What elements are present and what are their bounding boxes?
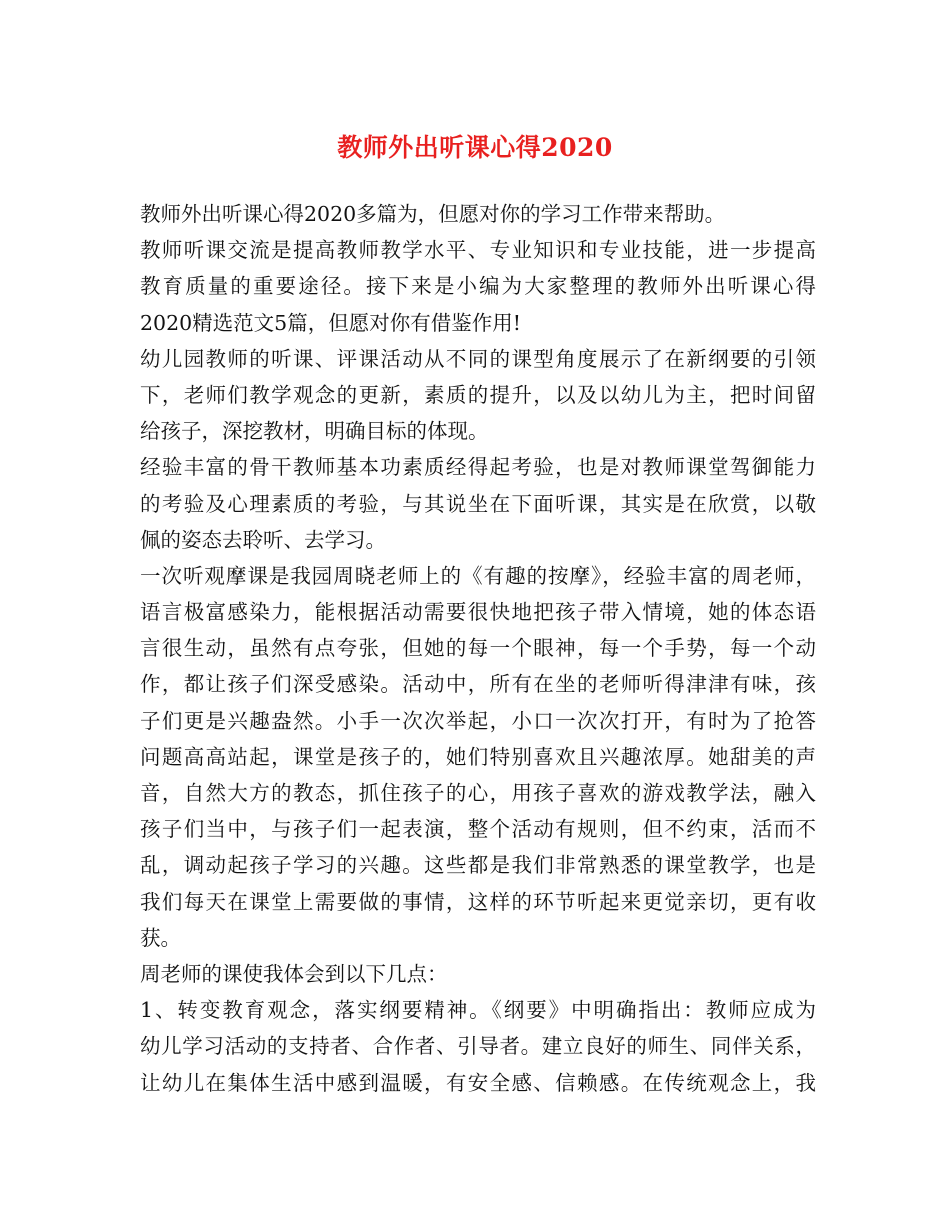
body-line: 1、转变教育观念，落实纲要精神。《纲要》中明确指出：教师应成为 [140, 998, 816, 1023]
body-line: 幼儿园教师的听课、评课活动从不同的课型角度展示了在新纲要的引领 [140, 346, 816, 371]
body-line: 教师听课交流是提高教师教学水平、专业知识和专业技能，进一步提高 [140, 238, 816, 263]
body-line: 教师外出听课心得2020多篇为，但愿对你的学习工作带来帮助。 [140, 202, 726, 226]
body-line: 获。 [140, 925, 181, 950]
body-line: 乱，调动起孩子学习的兴趣。这些都是我们非常熟悉的课堂教学，也是 [140, 853, 816, 878]
body-line: 让幼儿在集体生活中感到温暖，有安全感、信赖感。在传统观念上，我 [140, 1070, 816, 1095]
body-line: 经验丰富的骨干教师基本功素质经得起考验，也是对教师课堂驾御能力 [140, 455, 816, 480]
body-line: 下，老师们教学观念的更新，素质的提升，以及以幼儿为主，把时间留 [140, 382, 816, 407]
body-line: 2020精选范文5篇，但愿对你有借鉴作用! [140, 310, 521, 335]
body-line: 言很生动，虽然有点夸张，但她的每一个眼神，每一个手势，每一个动 [140, 636, 816, 661]
body-line: 作，都让孩子们深受感染。活动中，所有在坐的老师听得津津有味，孩 [140, 672, 816, 697]
body-line: 周老师的课使我体会到以下几点： [140, 961, 448, 986]
body-line: 语言极富感染力，能根据活动需要很快地把孩子带入情境，她的体态语 [140, 600, 816, 625]
document-title: 教师外出听课心得2020 [337, 133, 613, 162]
body-line: 教育质量的重要途径。接下来是小编为大家整理的教师外出听课心得 [140, 274, 816, 299]
body-line: 问题高高站起，课堂是孩子的，她们特别喜欢且兴趣浓厚。她甜美的声 [140, 744, 816, 769]
body-line: 我们每天在课堂上需要做的事情，这样的环节听起来更觉亲切，更有收 [140, 889, 816, 914]
body-line: 给孩子，深挖教材，明确目标的体现。 [140, 419, 489, 444]
body-line: 孩子们当中，与孩子们一起表演，整个活动有规则，但不约束，活而不 [140, 817, 816, 842]
body-line: 音，自然大方的教态，抓住孩子的心，用孩子喜欢的游戏教学法，融入 [140, 781, 816, 805]
body-line: 子们更是兴趣盎然。小手一次次举起，小口一次次打开，有时为了抢答 [140, 708, 816, 733]
body-line: 的考验及心理素质的考验，与其说坐在下面听课，其实是在欣赏，以敬 [140, 491, 816, 516]
body-line: 幼儿学习活动的支持者、合作者、引导者。建立良好的师生、同伴关系， [140, 1034, 816, 1059]
body-line: 佩的姿态去聆听、去学习。 [140, 527, 386, 552]
body-line: 一次听观摩课是我园周晓老师上的《有趣的按摩》，经验丰富的周老师， [140, 563, 816, 588]
document-body [140, 196, 816, 1101]
